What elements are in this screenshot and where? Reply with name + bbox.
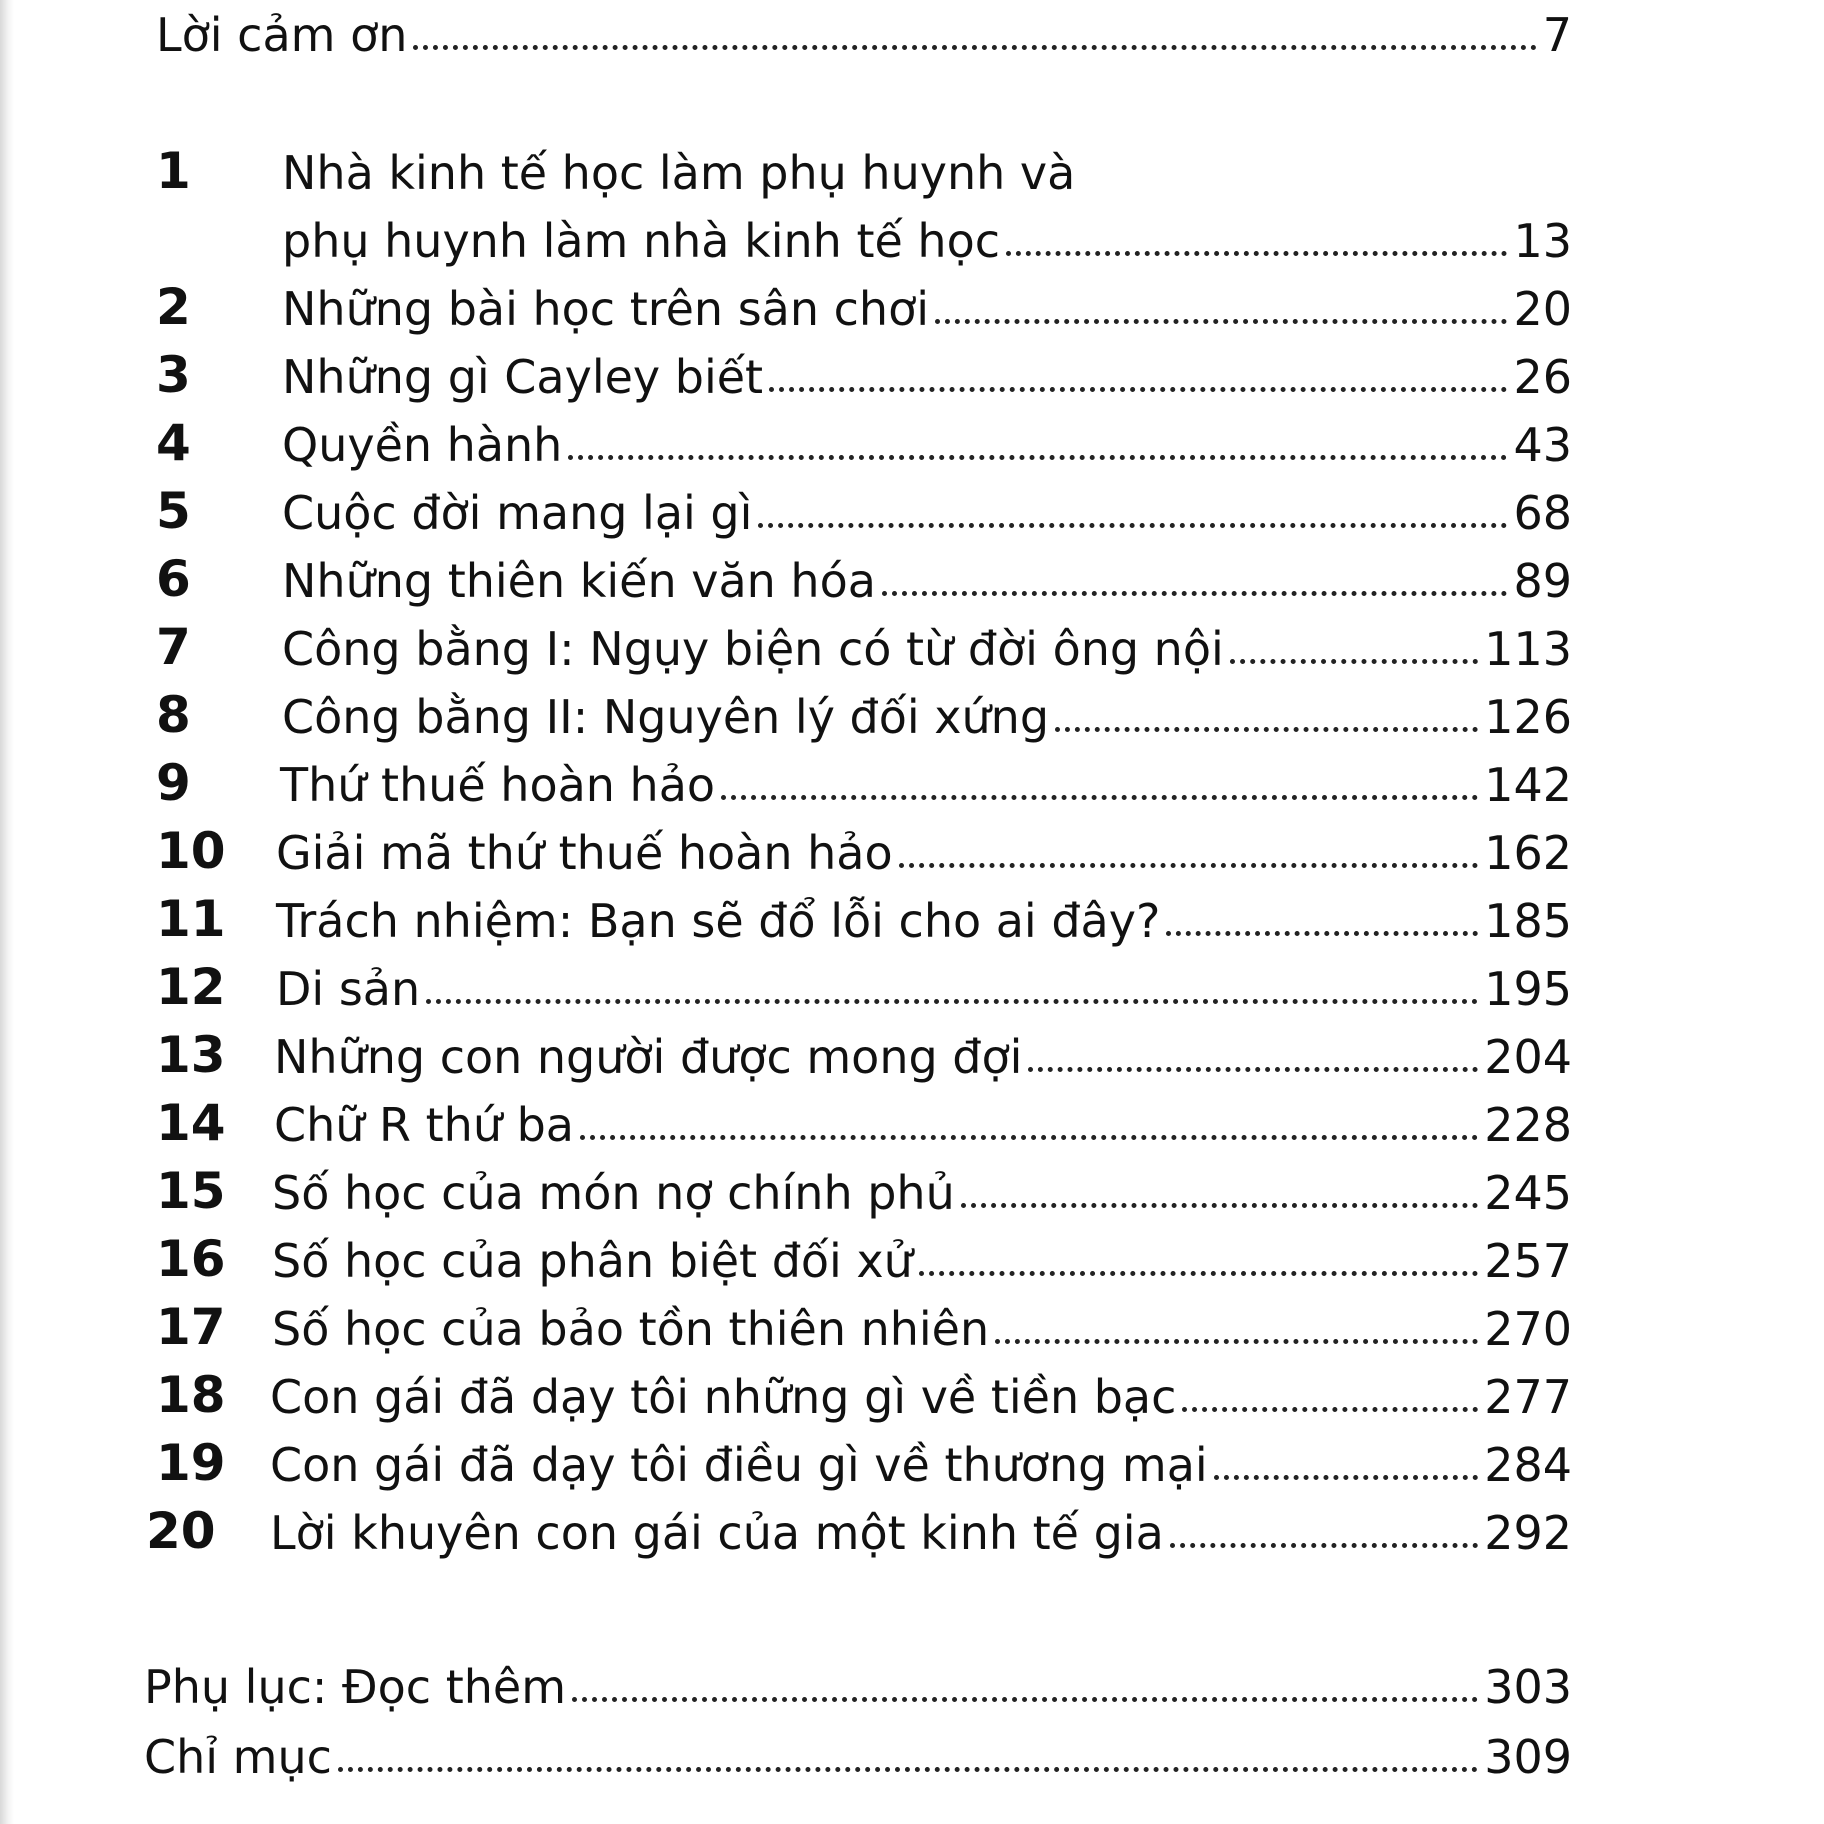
toc-entry-index[interactable] bbox=[144, 1722, 1572, 1786]
chapter-number: 4 bbox=[156, 414, 191, 472]
dot-leader bbox=[1028, 1067, 1478, 1072]
toc-entry-page: 185 bbox=[1484, 894, 1572, 948]
toc-chapter-10[interactable] bbox=[156, 818, 1572, 882]
chapter-number: 8 bbox=[156, 686, 191, 744]
dot-leader bbox=[721, 795, 1478, 800]
toc-entry-title: Những bài học trên sân chơi bbox=[282, 282, 930, 336]
toc-chapter-18[interactable] bbox=[156, 1362, 1572, 1426]
toc-entry-page: 245 bbox=[1484, 1166, 1572, 1220]
dot-leader bbox=[1006, 251, 1507, 256]
toc-entry-page: 89 bbox=[1513, 554, 1572, 608]
toc-entry-title: Trách nhiệm: Bạn sẽ đổ lỗi cho ai đây? bbox=[276, 894, 1161, 948]
chapter-number: 13 bbox=[156, 1026, 226, 1084]
toc-chapter-15[interactable] bbox=[156, 1158, 1572, 1222]
toc-chapter-1-line1[interactable] bbox=[156, 138, 1572, 202]
toc-chapter-20[interactable] bbox=[146, 1498, 1572, 1562]
toc-entry-page: 26 bbox=[1513, 350, 1572, 404]
dot-leader bbox=[758, 523, 1507, 528]
toc-entry-title: Con gái đã dạy tôi những gì về tiền bạc bbox=[270, 1370, 1177, 1424]
toc-entry-page: 309 bbox=[1484, 1730, 1572, 1784]
dot-leader bbox=[572, 1697, 1478, 1702]
toc-entry-title: Số học của phân biệt đối xử bbox=[272, 1234, 913, 1288]
toc-chapter-9[interactable] bbox=[156, 750, 1572, 814]
toc-chapter-16[interactable] bbox=[156, 1226, 1572, 1290]
toc-chapter-4[interactable] bbox=[156, 410, 1572, 474]
chapter-number: 1 bbox=[156, 142, 191, 200]
toc-entry-page: 113 bbox=[1484, 622, 1572, 676]
dot-leader bbox=[961, 1203, 1478, 1208]
dot-leader bbox=[899, 863, 1479, 868]
chapter-number: 3 bbox=[156, 346, 191, 404]
toc-entry-page: 7 bbox=[1542, 8, 1572, 62]
toc-entry-page: 68 bbox=[1513, 486, 1572, 540]
chapter-number: 10 bbox=[156, 822, 226, 880]
toc-entry-page: 270 bbox=[1484, 1302, 1572, 1356]
toc-entry-page: 228 bbox=[1484, 1098, 1572, 1152]
toc-entry-title: Quyền hành bbox=[282, 418, 563, 472]
toc-chapter-8[interactable] bbox=[156, 682, 1572, 746]
chapter-number: 5 bbox=[156, 482, 191, 540]
dot-leader bbox=[769, 387, 1507, 392]
toc-entry-page: 284 bbox=[1484, 1438, 1572, 1492]
toc-entry-page: 303 bbox=[1484, 1660, 1572, 1714]
dot-leader bbox=[995, 1339, 1478, 1344]
toc-entry-page: 20 bbox=[1513, 282, 1572, 336]
toc-entry-title: Những thiên kiến văn hóa bbox=[282, 554, 876, 608]
toc-entry-title: Công bằng I: Ngụy biện có từ đời ông nội bbox=[282, 622, 1224, 676]
toc-entry-title: phụ huynh làm nhà kinh tế học bbox=[282, 214, 1001, 268]
toc-entry-page: 195 bbox=[1484, 962, 1572, 1016]
toc-entry-title: Con gái đã dạy tôi điều gì về thương mại bbox=[270, 1438, 1208, 1492]
toc-chapter-12[interactable] bbox=[156, 954, 1572, 1018]
toc-entry-title: Những con người được mong đợi bbox=[274, 1030, 1023, 1084]
toc-chapter-19[interactable] bbox=[156, 1430, 1572, 1494]
chapter-number: 20 bbox=[146, 1502, 216, 1560]
chapter-number: 15 bbox=[156, 1162, 226, 1220]
toc-entry-page: 13 bbox=[1513, 214, 1572, 268]
chapter-number: 2 bbox=[156, 278, 191, 336]
chapter-number: 12 bbox=[156, 958, 226, 1016]
dot-leader bbox=[1182, 1407, 1478, 1412]
toc-entry-page: 277 bbox=[1484, 1370, 1572, 1424]
dot-leader bbox=[1055, 727, 1478, 732]
toc-chapter-7[interactable] bbox=[156, 614, 1572, 678]
toc-entry-title: Lời khuyên con gái của một kinh tế gia bbox=[270, 1506, 1164, 1560]
toc-chapter-11[interactable] bbox=[156, 886, 1572, 950]
dot-leader bbox=[580, 1135, 1478, 1140]
chapter-number: 16 bbox=[156, 1230, 226, 1288]
chapter-number: 11 bbox=[156, 890, 226, 948]
toc-chapter-2[interactable] bbox=[156, 274, 1572, 338]
toc-entry-page: 257 bbox=[1484, 1234, 1572, 1288]
toc-entry-title: Những gì Cayley biết bbox=[282, 350, 764, 404]
chapter-number: 6 bbox=[156, 550, 191, 608]
dot-leader bbox=[1230, 659, 1478, 664]
toc-entry-title: Nhà kinh tế học làm phụ huynh và bbox=[282, 146, 1076, 200]
toc-chapter-5[interactable] bbox=[156, 478, 1572, 542]
dot-leader bbox=[1214, 1475, 1478, 1480]
toc-entry-title: Số học của món nợ chính phủ bbox=[272, 1166, 955, 1220]
dot-leader bbox=[568, 455, 1507, 460]
dot-leader bbox=[935, 319, 1507, 324]
toc-chapter-14[interactable] bbox=[156, 1090, 1572, 1154]
dot-leader bbox=[413, 45, 1536, 50]
toc-entry-title: Số học của bảo tồn thiên nhiên bbox=[272, 1302, 990, 1356]
toc-chapter-1[interactable] bbox=[156, 206, 1572, 270]
toc-chapter-3[interactable] bbox=[156, 342, 1572, 406]
toc-entry-page: 126 bbox=[1484, 690, 1572, 744]
toc-chapter-13[interactable] bbox=[156, 1022, 1572, 1086]
dot-leader bbox=[1170, 1543, 1478, 1548]
chapter-number: 19 bbox=[156, 1434, 226, 1492]
dot-leader bbox=[426, 999, 1478, 1004]
toc-entry-acknowledgments[interactable] bbox=[156, 0, 1572, 64]
chapter-number: 17 bbox=[156, 1298, 226, 1356]
toc-entry-title: Giải mã thứ thuế hoàn hảo bbox=[276, 826, 893, 880]
toc-entry-title: Công bằng II: Nguyên lý đối xứng bbox=[282, 690, 1050, 744]
chapter-number: 14 bbox=[156, 1094, 226, 1152]
toc-entry-page: 204 bbox=[1484, 1030, 1572, 1084]
toc-entry-title: Cuộc đời mang lại gì bbox=[282, 486, 753, 540]
toc-entry-page: 142 bbox=[1484, 758, 1572, 812]
chapter-number: 9 bbox=[156, 754, 191, 812]
chapter-number: 18 bbox=[156, 1366, 226, 1424]
toc-entry-appendix[interactable] bbox=[144, 1652, 1572, 1716]
toc-entry-title: Lời cảm ơn bbox=[156, 8, 408, 62]
chapter-number: 7 bbox=[156, 618, 191, 676]
toc-entry-title: Thứ thuế hoàn hảo bbox=[280, 758, 716, 812]
toc-chapter-6[interactable] bbox=[156, 546, 1572, 610]
toc-entry-page: 43 bbox=[1513, 418, 1572, 472]
toc-entry-title: Chữ R thứ ba bbox=[274, 1098, 574, 1152]
toc-chapter-17[interactable] bbox=[156, 1294, 1572, 1358]
dot-leader bbox=[1166, 931, 1478, 936]
toc-entry-title: Chỉ mục bbox=[144, 1730, 332, 1784]
toc-entry-page: 292 bbox=[1484, 1506, 1572, 1560]
dot-leader bbox=[882, 591, 1508, 596]
toc-entry-page: 162 bbox=[1484, 826, 1572, 880]
dot-leader bbox=[338, 1767, 1478, 1772]
toc-entry-title: Di sản bbox=[276, 962, 421, 1016]
dot-leader bbox=[919, 1271, 1478, 1276]
toc-entry-title: Phụ lục: Đọc thêm bbox=[144, 1660, 567, 1714]
